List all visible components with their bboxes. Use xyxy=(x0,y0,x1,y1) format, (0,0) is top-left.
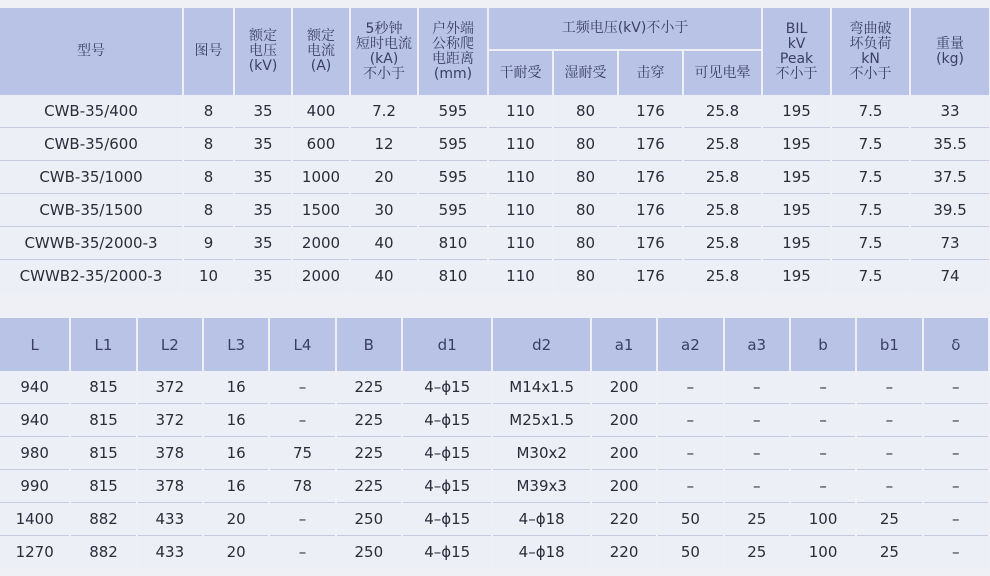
table-cell: 20 xyxy=(203,503,269,536)
table-cell: 80 xyxy=(553,128,618,161)
table-cell: 200 xyxy=(591,371,657,404)
table-cell: 40 xyxy=(350,260,418,293)
table-cell: – xyxy=(923,404,989,437)
table-cell: 110 xyxy=(488,128,553,161)
table-cell: 378 xyxy=(137,437,203,470)
table-cell: 80 xyxy=(553,260,618,293)
table-cell: 8 xyxy=(183,194,234,227)
table-cell: 595 xyxy=(418,194,488,227)
table-row xyxy=(0,536,989,569)
table-cell: CWWB-35/2000-3 xyxy=(0,227,183,260)
table-row xyxy=(0,371,989,404)
table-cell: 4–ϕ18 xyxy=(492,503,590,536)
table-cell: 110 xyxy=(488,95,553,128)
table-cell: 25.8 xyxy=(683,260,762,293)
table-cell: 815 xyxy=(70,437,136,470)
table-cell: 195 xyxy=(762,161,831,194)
table-cell: 372 xyxy=(137,371,203,404)
table-cell: 400 xyxy=(292,95,350,128)
table-cell: 50 xyxy=(657,503,723,536)
dimension-header-cell: L4 xyxy=(269,318,335,371)
insulator-spec-table xyxy=(0,8,990,292)
table-cell: 200 xyxy=(591,404,657,437)
dimension-header-cell: L1 xyxy=(70,318,136,371)
dimension-header-row xyxy=(0,318,989,371)
table-cell: – xyxy=(724,371,790,404)
table-cell: 220 xyxy=(591,503,657,536)
dimension-header-cell: a1 xyxy=(591,318,657,371)
table-cell: 176 xyxy=(618,227,683,260)
table-cell: 80 xyxy=(553,194,618,227)
table-cell: 78 xyxy=(269,470,335,503)
table-cell: 80 xyxy=(553,227,618,260)
table-cell: 595 xyxy=(418,161,488,194)
table-cell: 9 xyxy=(183,227,234,260)
table-cell: 110 xyxy=(488,161,553,194)
table-cell: 35 xyxy=(234,95,292,128)
dimension-header-cell: a2 xyxy=(657,318,723,371)
table-cell: 372 xyxy=(137,404,203,437)
table-cell: 35 xyxy=(234,128,292,161)
table-cell: 110 xyxy=(488,227,553,260)
table-cell: – xyxy=(724,404,790,437)
table-cell: 100 xyxy=(790,536,856,569)
table-cell: 75 xyxy=(269,437,335,470)
table-cell: 25.8 xyxy=(683,194,762,227)
col-wet-withstand-header: 湿耐受 xyxy=(553,50,618,95)
table-cell: 110 xyxy=(488,194,553,227)
table-cell: 35 xyxy=(234,194,292,227)
table-cell: – xyxy=(923,437,989,470)
table-cell: 4–ϕ18 xyxy=(492,536,590,569)
table-cell: 4–ϕ15 xyxy=(402,470,492,503)
table-row xyxy=(0,470,989,503)
table-cell: – xyxy=(657,470,723,503)
table-cell: – xyxy=(923,470,989,503)
col-breakdown-header: 击穿 xyxy=(618,50,683,95)
table-cell: CWWB2-35/2000-3 xyxy=(0,260,183,293)
table-cell: 195 xyxy=(762,227,831,260)
table-cell: 176 xyxy=(618,194,683,227)
table-cell: 80 xyxy=(553,95,618,128)
table-row xyxy=(0,95,990,128)
table-cell: – xyxy=(657,371,723,404)
table-cell: – xyxy=(856,404,922,437)
table-cell: 25 xyxy=(856,503,922,536)
table-gap xyxy=(0,294,990,318)
table-cell: 433 xyxy=(137,536,203,569)
table-cell: 73 xyxy=(910,227,990,260)
table-cell: 195 xyxy=(762,95,831,128)
table-cell: 35 xyxy=(234,260,292,293)
col-rated-current-header: 额定 电流 (A) xyxy=(292,8,350,95)
col-weight-header: 重量 (kg) xyxy=(910,8,990,95)
table-cell: 378 xyxy=(137,470,203,503)
table-cell: 980 xyxy=(0,437,70,470)
table-cell: 1400 xyxy=(0,503,70,536)
table-cell: 2000 xyxy=(292,260,350,293)
table-cell: 195 xyxy=(762,194,831,227)
table-cell: 195 xyxy=(762,260,831,293)
table-cell: – xyxy=(724,470,790,503)
table-cell: 7.5 xyxy=(831,95,910,128)
table-cell: 50 xyxy=(657,536,723,569)
table-cell: – xyxy=(790,404,856,437)
table-cell: 40 xyxy=(350,227,418,260)
table-cell: 25.8 xyxy=(683,161,762,194)
table-cell: 7.5 xyxy=(831,227,910,260)
table-cell: 39.5 xyxy=(910,194,990,227)
table-cell: 37.5 xyxy=(910,161,990,194)
table-cell: 12 xyxy=(350,128,418,161)
table-row xyxy=(0,437,989,470)
table-cell: 176 xyxy=(618,95,683,128)
table-cell: 225 xyxy=(336,371,402,404)
dimension-header-cell: L2 xyxy=(137,318,203,371)
table-cell: 882 xyxy=(70,503,136,536)
col-figure-header: 图号 xyxy=(183,8,234,95)
table-cell: 25.8 xyxy=(683,95,762,128)
table-cell: – xyxy=(856,371,922,404)
table-cell: M14x1.5 xyxy=(492,371,590,404)
table-cell: – xyxy=(790,371,856,404)
table-cell: M30x2 xyxy=(492,437,590,470)
table-cell: 7.5 xyxy=(831,161,910,194)
insulator-spec-rows xyxy=(0,95,990,292)
table-cell: 35 xyxy=(234,161,292,194)
table-cell: 225 xyxy=(336,404,402,437)
col-short-time-current-header: 5秒钟 短时电流 (kA) 不小于 xyxy=(350,8,418,95)
table-cell: 25.8 xyxy=(683,227,762,260)
dimension-header-cell: δ xyxy=(923,318,989,371)
dimension-header-cell: L3 xyxy=(203,318,269,371)
table-cell: 25 xyxy=(724,503,790,536)
table-cell: 220 xyxy=(591,536,657,569)
table-cell: 1270 xyxy=(0,536,70,569)
table-cell: – xyxy=(856,470,922,503)
table-cell: 225 xyxy=(336,470,402,503)
table-cell: 815 xyxy=(70,371,136,404)
table-cell: 176 xyxy=(618,128,683,161)
table-cell: 990 xyxy=(0,470,70,503)
table-cell: – xyxy=(269,371,335,404)
dimension-header-cell: B xyxy=(336,318,402,371)
table-cell: 2000 xyxy=(292,227,350,260)
table-cell: 176 xyxy=(618,161,683,194)
col-model-header: 型号 xyxy=(0,8,183,95)
table-cell: – xyxy=(269,536,335,569)
table-cell: 110 xyxy=(488,260,553,293)
table-cell: 4–ϕ15 xyxy=(402,404,492,437)
table-cell: 250 xyxy=(336,503,402,536)
table-cell: 8 xyxy=(183,128,234,161)
table-cell: 4–ϕ15 xyxy=(402,536,492,569)
table-cell: CWB-35/600 xyxy=(0,128,183,161)
table-cell: – xyxy=(790,437,856,470)
table-row xyxy=(0,194,990,227)
table-cell: 25.8 xyxy=(683,128,762,161)
table-cell: CWB-35/400 xyxy=(0,95,183,128)
col-bil-header: BIL kV Peak 不小于 xyxy=(762,8,831,95)
table-cell: 4–ϕ15 xyxy=(402,437,492,470)
table-cell: – xyxy=(923,503,989,536)
table-cell: 7.5 xyxy=(831,194,910,227)
table-cell: 7.2 xyxy=(350,95,418,128)
table-cell: M39x3 xyxy=(492,470,590,503)
col-creepage-header: 户外端 公称爬 电距离 (mm) xyxy=(418,8,488,95)
table-cell: 80 xyxy=(553,161,618,194)
col-visible-corona-header: 可见电晕 xyxy=(683,50,762,95)
table-cell: 74 xyxy=(910,260,990,293)
table-cell: 35.5 xyxy=(910,128,990,161)
table-cell: – xyxy=(856,437,922,470)
table-cell: 20 xyxy=(203,536,269,569)
col-power-frequency-voltage-header: 工频电压(kV)不小于 xyxy=(488,8,762,50)
table-cell: 8 xyxy=(183,161,234,194)
table-cell: 433 xyxy=(137,503,203,536)
table-cell: – xyxy=(269,503,335,536)
table-row xyxy=(0,260,990,293)
table-row xyxy=(0,227,990,260)
table-cell: 940 xyxy=(0,371,70,404)
col-bending-load-header: 弯曲破 坏负荷 kN 不小于 xyxy=(831,8,910,95)
table-cell: 25 xyxy=(856,536,922,569)
table-cell: 25 xyxy=(724,536,790,569)
table-cell: 7.5 xyxy=(831,260,910,293)
dimension-header-cell: b xyxy=(790,318,856,371)
table-cell: 1000 xyxy=(292,161,350,194)
table-cell: – xyxy=(923,371,989,404)
table-cell: 16 xyxy=(203,470,269,503)
table-cell: – xyxy=(724,437,790,470)
table-row xyxy=(0,404,989,437)
table-cell: 33 xyxy=(910,95,990,128)
table-cell: – xyxy=(923,536,989,569)
table-cell: CWB-35/1500 xyxy=(0,194,183,227)
table-row xyxy=(0,503,989,536)
table-cell: 16 xyxy=(203,404,269,437)
dimension-header-cell: a3 xyxy=(724,318,790,371)
table-cell: 810 xyxy=(418,260,488,293)
table-cell: 815 xyxy=(70,470,136,503)
col-dry-withstand-header: 干耐受 xyxy=(488,50,553,95)
table-cell: 1500 xyxy=(292,194,350,227)
table-cell: 595 xyxy=(418,95,488,128)
table-cell: 20 xyxy=(350,161,418,194)
dimension-header-cell: d2 xyxy=(492,318,590,371)
table-cell: 225 xyxy=(336,437,402,470)
table-cell: 30 xyxy=(350,194,418,227)
table-cell: 940 xyxy=(0,404,70,437)
table-cell: 16 xyxy=(203,437,269,470)
dimension-table xyxy=(0,318,990,568)
table-cell: 600 xyxy=(292,128,350,161)
table-row xyxy=(0,161,990,194)
table-cell: 4–ϕ15 xyxy=(402,371,492,404)
table-cell: 810 xyxy=(418,227,488,260)
table-cell: 4–ϕ15 xyxy=(402,503,492,536)
table-cell: – xyxy=(790,470,856,503)
table-cell: 100 xyxy=(790,503,856,536)
table-cell: M25x1.5 xyxy=(492,404,590,437)
dimension-rows xyxy=(0,371,989,568)
table-row xyxy=(0,128,990,161)
table-cell: 176 xyxy=(618,260,683,293)
dimension-header-cell: d1 xyxy=(402,318,492,371)
dimension-header-cell: b1 xyxy=(856,318,922,371)
table-cell: CWB-35/1000 xyxy=(0,161,183,194)
table-cell: 595 xyxy=(418,128,488,161)
dimension-header-cell: L xyxy=(0,318,70,371)
table-cell: 815 xyxy=(70,404,136,437)
table-cell: 8 xyxy=(183,95,234,128)
table-cell: 250 xyxy=(336,536,402,569)
table-cell: – xyxy=(657,437,723,470)
table-cell: 35 xyxy=(234,227,292,260)
table-cell: 195 xyxy=(762,128,831,161)
col-rated-voltage-header: 额定 电压 (kV) xyxy=(234,8,292,95)
table-cell: 7.5 xyxy=(831,128,910,161)
table-cell: 10 xyxy=(183,260,234,293)
table-cell: 200 xyxy=(591,437,657,470)
table-cell: 16 xyxy=(203,371,269,404)
table-cell: 882 xyxy=(70,536,136,569)
table-cell: – xyxy=(269,404,335,437)
table-cell: – xyxy=(657,404,723,437)
table-cell: 200 xyxy=(591,470,657,503)
